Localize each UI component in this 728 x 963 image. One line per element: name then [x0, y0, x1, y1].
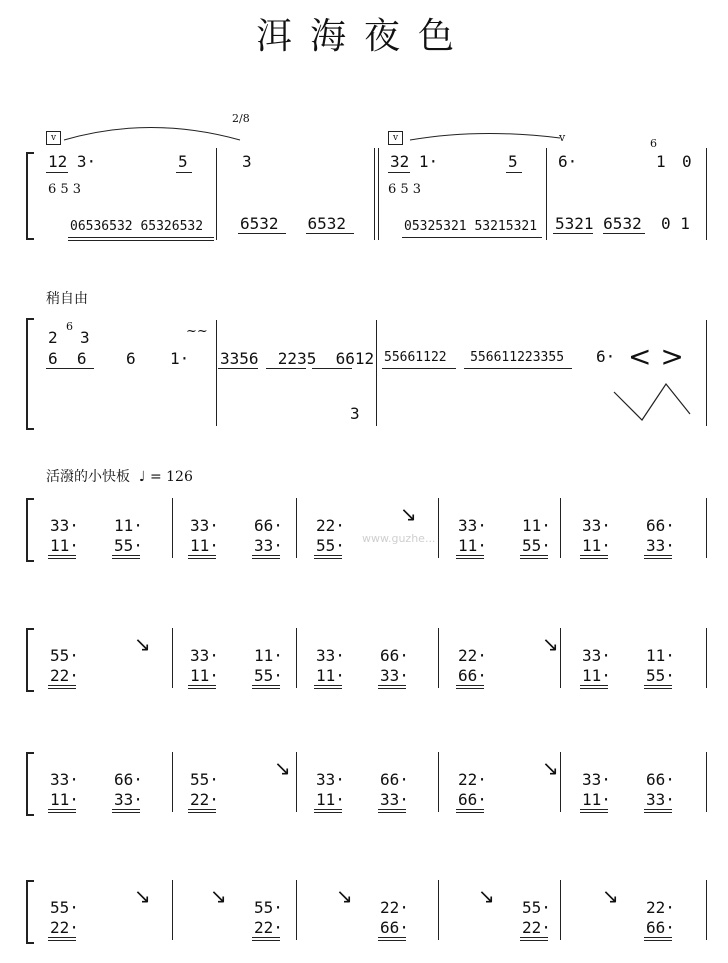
watermark: www.guzhe...: [362, 532, 436, 545]
underline: [48, 688, 76, 689]
underline: [48, 558, 76, 559]
lower-note-group: 22·: [254, 918, 283, 937]
underline: [112, 558, 140, 559]
lower-note-group: 55·: [114, 536, 143, 555]
upper-note-group: 33·: [582, 516, 611, 535]
note-group: 5321: [555, 214, 594, 233]
note-group: 1·: [418, 152, 439, 171]
barline: [438, 880, 439, 940]
lower-note-group: 11·: [458, 536, 487, 555]
note-group: 6532: [307, 214, 346, 233]
lower-note-group: 66·: [458, 666, 487, 685]
melody-note: 6·: [596, 347, 616, 366]
dynamic-hairpins: < >: [628, 340, 684, 373]
lower-note-group: 11·: [316, 790, 345, 809]
underline: [252, 555, 280, 556]
barline: [172, 498, 173, 558]
note-group: 05325321: [404, 219, 467, 234]
upper-note-group: 33·: [582, 646, 611, 665]
underline: [112, 555, 140, 556]
underline: [48, 555, 76, 556]
underline: [580, 558, 608, 559]
note-group: 65326532: [140, 219, 204, 234]
barline: [438, 628, 439, 688]
note: 6: [76, 349, 87, 368]
barline: [296, 752, 297, 812]
melody-note: 5: [508, 152, 518, 171]
barline: [172, 628, 173, 688]
system-bracket: [26, 628, 34, 692]
barline: [296, 880, 297, 940]
melody-note: 6·: [558, 152, 578, 171]
note: 2: [48, 328, 58, 347]
barline: [706, 498, 707, 558]
melody-note: 3: [242, 152, 252, 171]
lower-note-group: 22·: [190, 790, 219, 809]
lower-note-group: 22·: [50, 666, 79, 685]
underline: [580, 685, 608, 686]
upper-note-group: 33·: [190, 646, 219, 665]
melody-rest: 0: [682, 152, 692, 171]
lower-note-group: 11·: [582, 536, 611, 555]
melody-note: 3: [80, 328, 90, 347]
underline: [188, 685, 216, 686]
underline: [48, 812, 76, 813]
lower-note-group: 11·: [190, 536, 219, 555]
underline: [48, 937, 76, 938]
upper-note-group: 66·: [114, 770, 143, 789]
upper-note-group: 66·: [380, 646, 409, 665]
upper-note-group: 33·: [316, 646, 345, 665]
barline: [296, 628, 297, 688]
underline: [188, 812, 216, 813]
underline: [644, 685, 672, 686]
underline: [644, 809, 672, 810]
upper-note-group: 33·: [190, 516, 219, 535]
grace-note: 6: [650, 137, 657, 150]
note-group: 6532: [603, 214, 642, 233]
note-group: 06536532: [70, 219, 133, 234]
underline: [456, 558, 484, 559]
barline: [706, 628, 707, 688]
underline: [520, 558, 548, 559]
lower-note-group: 11·: [50, 536, 79, 555]
upper-note-group: 33·: [50, 770, 79, 789]
page-title: 洱海夜色: [255, 16, 472, 57]
chord-stack: 6 5 3: [388, 182, 422, 197]
underline: [314, 809, 342, 810]
upper-note-group: 66·: [646, 516, 675, 535]
lower-note-group: 11·: [316, 666, 345, 685]
barline: [438, 498, 439, 558]
barline: [296, 498, 297, 558]
note-group: 12: [48, 152, 68, 171]
arrow-mark: ↘: [542, 756, 559, 780]
underline: [520, 940, 548, 941]
barline: [706, 320, 707, 426]
lower-note-group: 66·: [646, 918, 675, 937]
upper-note-group: 22·: [380, 898, 409, 917]
note-group: 6612: [335, 349, 375, 368]
lower-note-group: 66·: [380, 918, 409, 937]
lower-note-group: 33·: [114, 790, 143, 809]
lower-note-group: 11·: [582, 666, 611, 685]
upper-note-group: 11·: [522, 516, 551, 535]
note: 6: [48, 349, 58, 368]
barline: [172, 880, 173, 940]
underline: [188, 809, 216, 810]
underline: [188, 688, 216, 689]
arrow-mark: ↘: [210, 884, 227, 908]
lower-note-group: 55·: [646, 666, 675, 685]
arrow-mark: ↘: [134, 632, 151, 656]
underline: [48, 809, 76, 810]
note-group: 1: [680, 214, 690, 233]
melody-note: 5: [178, 152, 188, 171]
underline: [48, 940, 76, 941]
upper-note-group: 55·: [522, 898, 551, 917]
lower-note-group: 33·: [646, 790, 675, 809]
upper-note-group: 11·: [114, 516, 143, 535]
arrow-mark: ↘: [542, 632, 559, 656]
underline: [314, 812, 342, 813]
upper-note-group: 66·: [646, 770, 675, 789]
arrow-mark: ↘: [478, 884, 495, 908]
upper-note-group: 55·: [190, 770, 219, 789]
arrow-mark: ↘: [134, 884, 151, 908]
tempo-mark-free: 稍自由: [46, 291, 88, 307]
note-group: 53215321: [474, 219, 538, 234]
underline: [644, 937, 672, 938]
arrow-mark: ↘: [400, 502, 417, 526]
underline: [378, 940, 406, 941]
metronome-mark: ♩ = 126: [138, 469, 193, 485]
upper-note-group: 55·: [254, 898, 283, 917]
underline: [314, 685, 342, 686]
underline: [48, 685, 76, 686]
upper-note-group: 55·: [50, 898, 79, 917]
underline: [314, 555, 342, 556]
melody-note: 1·: [170, 349, 190, 368]
note-group: 0: [660, 214, 671, 233]
arrow-mark: ↘: [274, 756, 291, 780]
arrow-mark: ↘: [602, 884, 619, 908]
underline: [580, 812, 608, 813]
underline: [112, 809, 140, 810]
underline: [314, 558, 342, 559]
note-group: 3·: [76, 152, 97, 171]
barline: [560, 628, 561, 688]
underline: [580, 555, 608, 556]
note-group: 6532: [240, 214, 279, 233]
lower-note-group: 11·: [50, 790, 79, 809]
barline: [560, 880, 561, 940]
underline: [456, 809, 484, 810]
underline: [378, 688, 406, 689]
lower-note-group: 55·: [254, 666, 283, 685]
barline: [438, 752, 439, 812]
upper-note-group: 66·: [254, 516, 283, 535]
upper-note-group: 11·: [646, 646, 675, 665]
bow-mark: v: [559, 131, 566, 144]
barline: [560, 752, 561, 812]
underline: [378, 809, 406, 810]
time-signature: 2/8: [232, 112, 250, 125]
underline: [520, 555, 548, 556]
tempo-text: 活潑的小快板: [46, 469, 130, 485]
barline: [706, 880, 707, 940]
melody-note: 6: [126, 349, 136, 368]
technique-box-mark: v: [388, 131, 403, 145]
upper-note-group: 11·: [254, 646, 283, 665]
note-group: 32: [390, 152, 410, 171]
upper-note-group: 22·: [458, 646, 487, 665]
underline: [644, 688, 672, 689]
lower-note-group: 11·: [582, 790, 611, 809]
underline: [252, 937, 280, 938]
underline: [456, 812, 484, 813]
underline: [456, 555, 484, 556]
system-bracket: [26, 880, 34, 944]
underline: [456, 688, 484, 689]
underline: [112, 812, 140, 813]
lower-note-group: 22·: [522, 918, 551, 937]
lower-note-group: 55·: [316, 536, 345, 555]
note-group: 3356: [220, 349, 259, 368]
system-bracket: [26, 498, 34, 562]
underline: [644, 812, 672, 813]
grace-note: 6: [66, 320, 73, 333]
trill-mark: ~~: [186, 324, 208, 339]
barline: [172, 752, 173, 812]
upper-note-group: 22·: [458, 770, 487, 789]
underline: [252, 940, 280, 941]
underline: [252, 688, 280, 689]
lower-note-group: 33·: [646, 536, 675, 555]
lower-note-group: 33·: [380, 790, 409, 809]
upper-note-group: 33·: [50, 516, 79, 535]
underline: [580, 688, 608, 689]
upper-note-group: 33·: [582, 770, 611, 789]
underline: [378, 937, 406, 938]
note-group: 556611223355: [470, 350, 565, 365]
underline: [252, 558, 280, 559]
melody-note: 1: [656, 152, 666, 171]
underline: [378, 812, 406, 813]
note-group: 2235: [277, 349, 317, 368]
system-bracket: [26, 752, 34, 816]
chord-stack: 6 5 3: [48, 182, 82, 197]
upper-note-group: 22·: [316, 516, 345, 535]
underline: [378, 685, 406, 686]
lower-note-group: 55·: [522, 536, 551, 555]
barline: [706, 752, 707, 812]
underline: [520, 937, 548, 938]
lower-note-group: 22·: [50, 918, 79, 937]
underline: [188, 558, 216, 559]
upper-note-group: 66·: [380, 770, 409, 789]
underline: [580, 809, 608, 810]
underline: [188, 555, 216, 556]
lower-note-group: 66·: [458, 790, 487, 809]
lower-note-group: 33·: [380, 666, 409, 685]
underline: [456, 685, 484, 686]
underline: [644, 555, 672, 556]
technique-box-mark: v: [46, 131, 61, 145]
upper-note-group: 33·: [316, 770, 345, 789]
underline: [644, 558, 672, 559]
note-group: 55661122: [384, 350, 447, 365]
barline: [560, 498, 561, 558]
lower-note-group: 33·: [254, 536, 283, 555]
lower-note-group: 11·: [190, 666, 219, 685]
underline: [644, 940, 672, 941]
underline: [252, 685, 280, 686]
arrow-mark: ↘: [336, 884, 353, 908]
upper-note-group: 22·: [646, 898, 675, 917]
tempo-mark-lively: [46, 466, 193, 486]
upper-note-group: 33·: [458, 516, 487, 535]
upper-note-group: 55·: [50, 646, 79, 665]
melody-note: 3: [350, 404, 360, 423]
underline: [314, 688, 342, 689]
